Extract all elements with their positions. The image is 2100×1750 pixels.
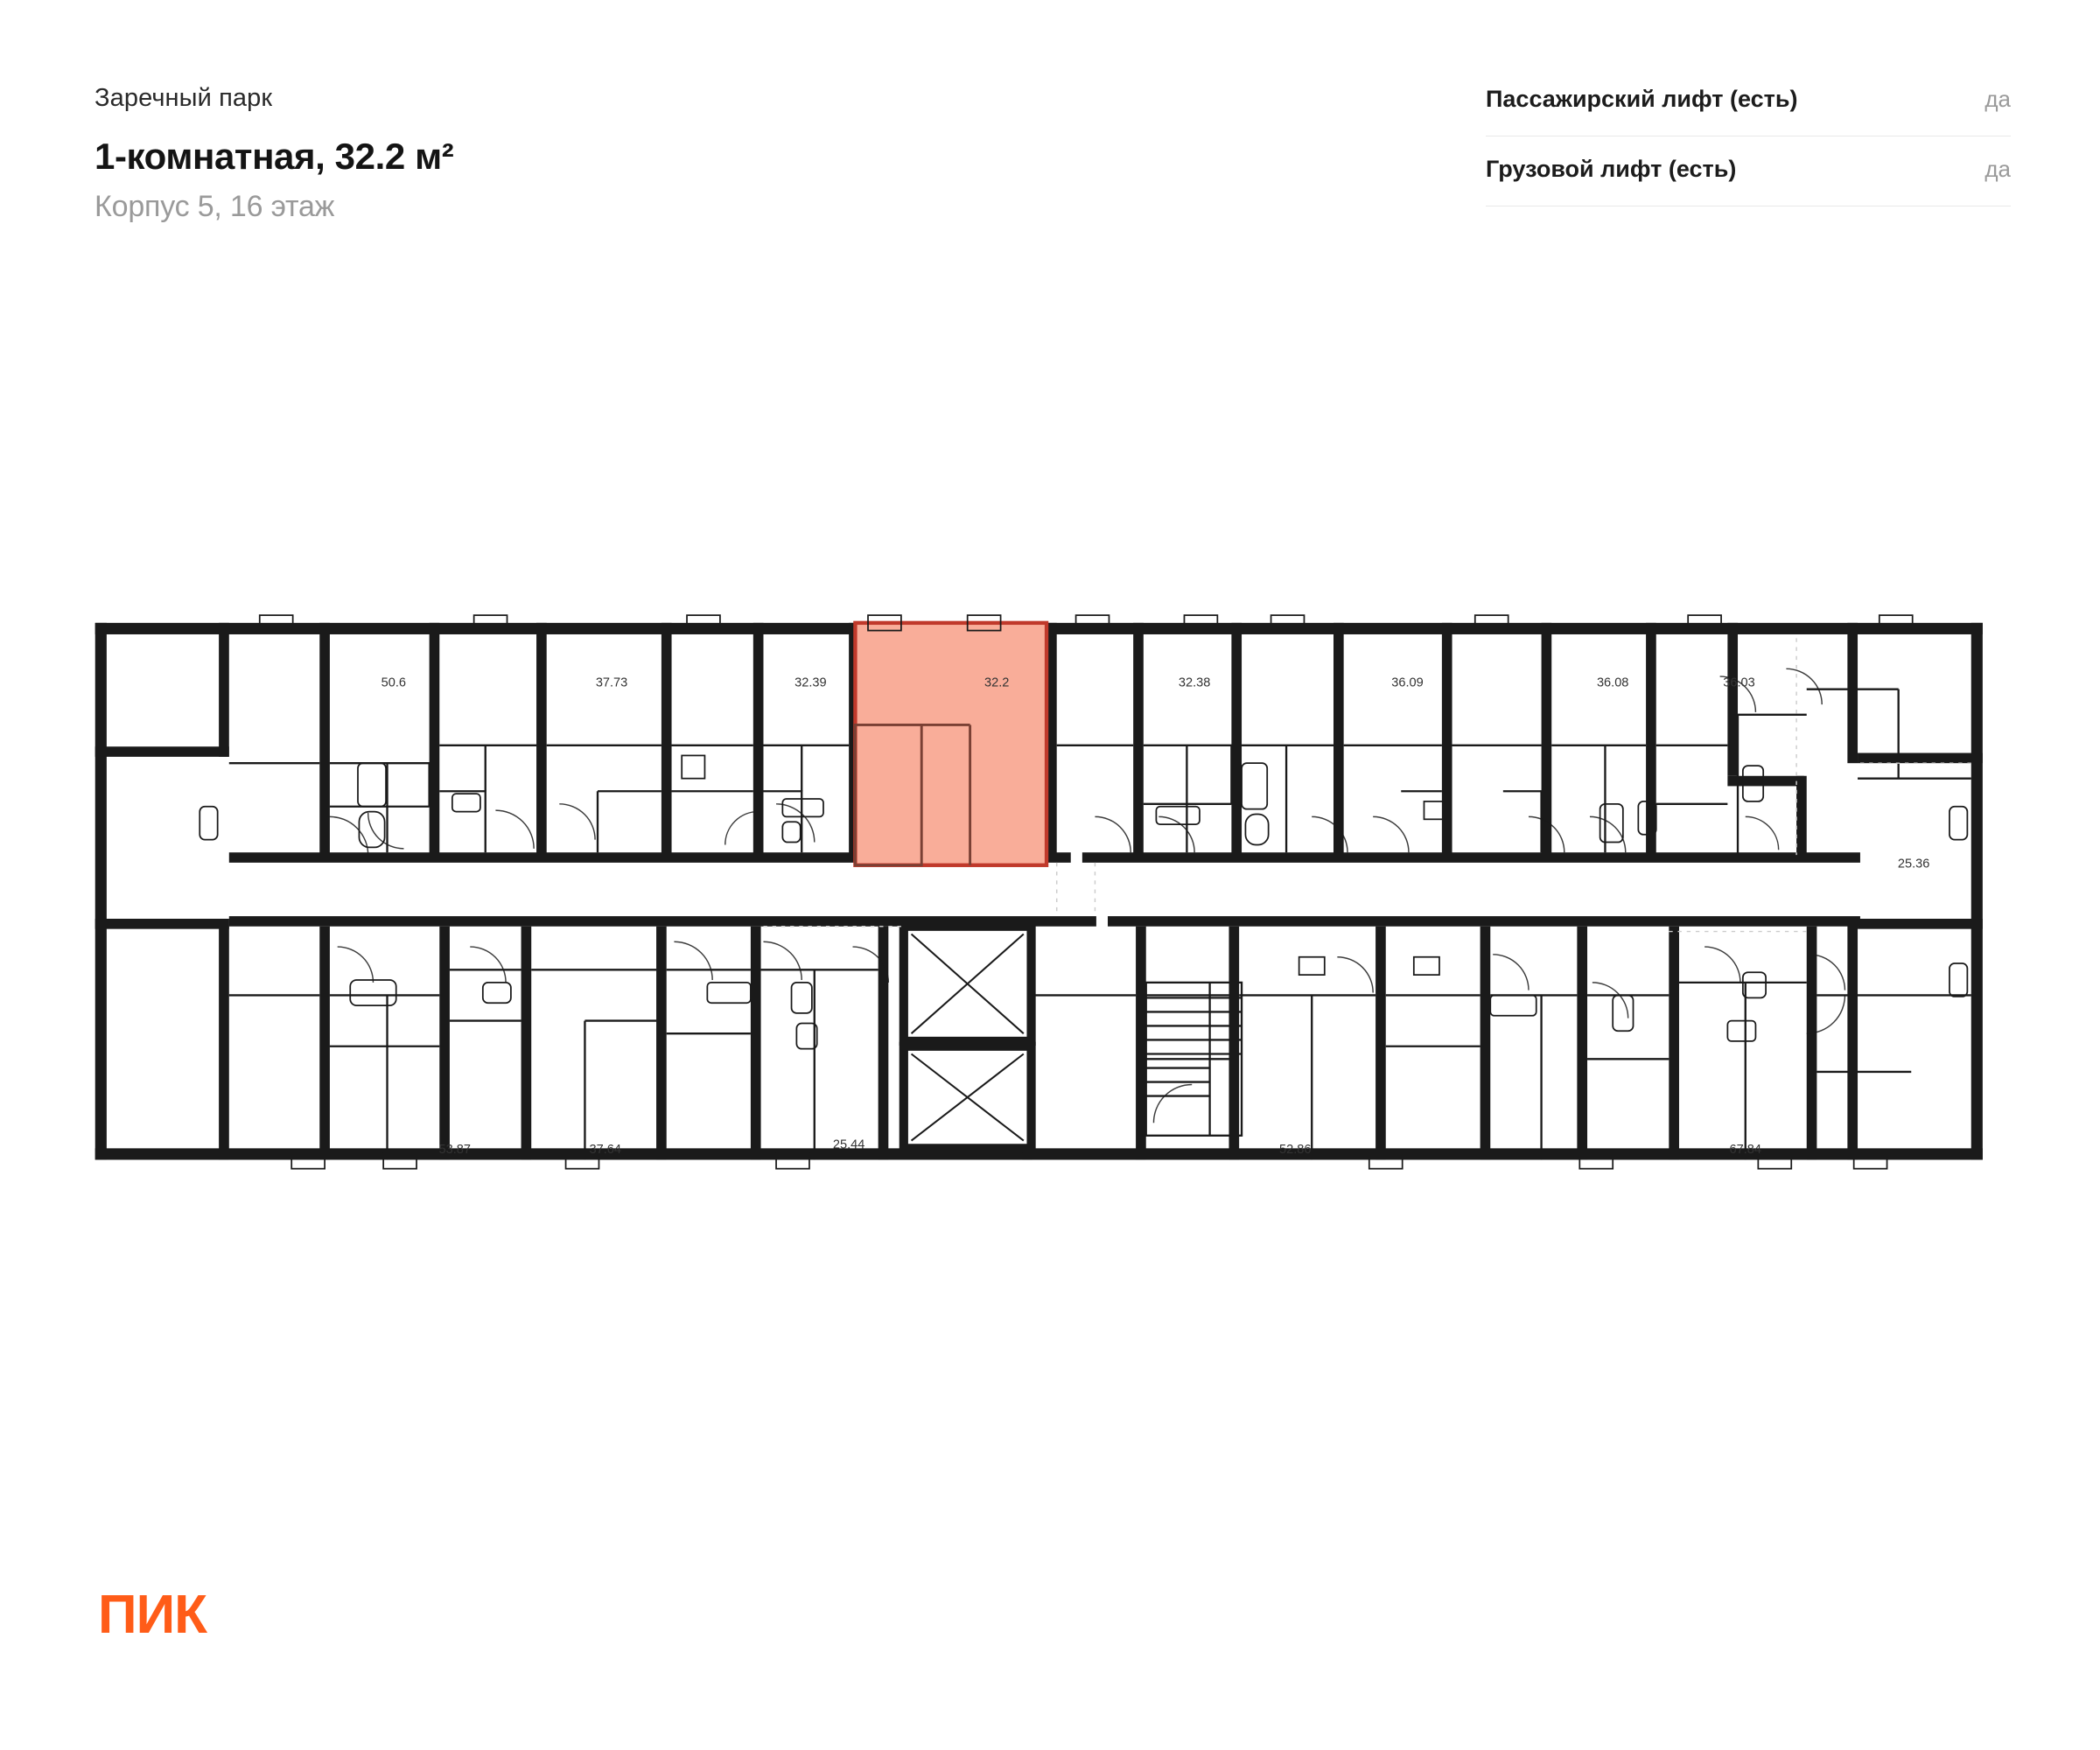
area-label: 53.87 (438, 1143, 471, 1158)
area-label-selected: 32.2 (984, 676, 1010, 690)
title-block (94, 84, 453, 224)
building-core (904, 927, 1242, 1149)
page-subtitle: Корпус 5, 16 этаж (94, 190, 335, 223)
spec-value: да (1984, 156, 2011, 182)
area-label: 67.84 (1729, 1143, 1761, 1158)
specs-list (1486, 86, 2011, 206)
spec-row-passenger-lift (1486, 86, 2011, 136)
spec-row-cargo-lift (1486, 136, 2011, 206)
area-label: 25.36 (1897, 857, 1930, 872)
area-label: 50.6 (381, 676, 406, 690)
highlighted-apartment[interactable] (855, 623, 1046, 865)
area-label: 36.09 (1391, 676, 1424, 690)
area-label: 37.64 (589, 1143, 621, 1158)
pik-logo: ПИК (98, 1585, 206, 1645)
spec-value: да (1984, 86, 2011, 112)
spec-label: Грузовой лифт (есть) (1486, 156, 1737, 182)
area-label: 25.44 (832, 1138, 865, 1152)
spec-label: Пассажирский лифт (есть) (1486, 86, 1798, 112)
header (94, 84, 2011, 224)
area-label: 52.86 (1279, 1143, 1312, 1158)
floor-plan-drawing (88, 612, 2039, 1225)
page-title: 1-комнатная, 32.2 м² (94, 136, 454, 177)
area-label: 32.38 (1178, 676, 1211, 690)
project-name: Заречный парк (94, 84, 273, 112)
area-label: 32.39 (794, 676, 827, 690)
area-label: 36.03 (1723, 676, 1755, 690)
area-label: 37.73 (595, 676, 628, 690)
area-label: 36.08 (1596, 676, 1629, 690)
